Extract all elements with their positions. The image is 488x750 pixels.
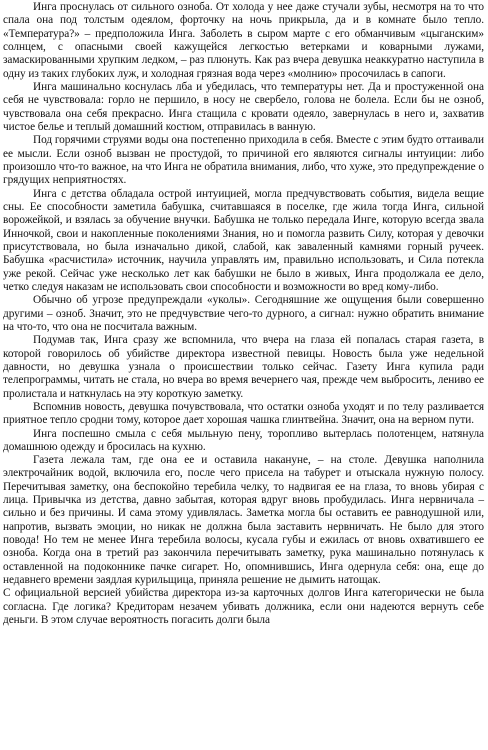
paragraph-1: Инга проснулась от сильного озноба. От холода у нее даже стучали зубы, несмотря на то что спала она под толстым одеялом, форточку на ночь прикрыла, да и в комнате было тепло. «Температура?» – предположила Инга. Заболеть в сыром марте с его обманчивым «цыганским» солнцем, с опасными своей кажущейся легкостью ветерками и коварными лужами, замаскированными хрупким ледком, – раз плюнуть. Как раз вчера девушка неаккуратно наступила в одну из таких глубоких луж, и холодная грязная вода через «молнию» просочилась в сапоги. (3, 1, 484, 80)
paragraph-7: Вспомнив новость, девушка почувствовала, что остатки озноба уходят и по телу разливается приятное тепло сродни тому, которое дает хорошая чашка глинтвейна. Значит, она на верном пути. (3, 400, 484, 427)
paragraph-6: Подумав так, Инга сразу же вспомнила, что вчера на глаза ей попалась старая газета, в которой говорилось об убийстве директора известной певицы. Новость была уже недельной давности, но девушка узнала о происшествии только сейчас. Газету Инга купила ради телепрограммы, читать не стала, но вчера во время вечернего чая, прежде чем выбросить, лениво ее пролистала и наткнулась на эту короткую заметку. (3, 334, 484, 400)
paragraph-10: С официальной версией убийства директора из-за карточных долгов Инга категорически не была согласна. Где логика? Кредиторам незачем убивать должника, если они надеются вернуть себе деньги. В этом случае вероятность погасить долги была (3, 587, 484, 627)
paragraph-9: Газета лежала там, где она ее и оставила накануне, – на столе. Девушка наполнила электрочайник водой, включила его, после чего присела на табурет и отыскала нужную полосу. Перечитывая заметку, она беспокойно теребила челку, то надвигая ее на глаза, то вновь убирая с лица. Привычка из детства, давно забытая, которая вдруг вновь пробудилась. Инга нервничала – сильно и без причины. И сама этому удивлялась. Заметка могла бы оставить ее равнодушной или, напротив, вызвать эмоции, но никак не должна была заставить нервничать. Не было для этого повода! Но тем не менее Инга теребила волосы, кусала губы и ежилась от вновь охватившего ее озноба. Когда она в третий раз закончила перечитывать заметку, рука машинально потянулась к оставленной на подоконнике пачке сигарет. Но, опомнившись, Инга одернула себя: она, еще до недавнего времени заядлая курильщица, приняла решение не дымить натощак. (3, 454, 484, 587)
paragraph-2: Инга машинально коснулась лба и убедилась, что температуры нет. Да и простуженной она себя не чувствовала: горло не першило, в носу не свербело, голова не болела. Если бы не озноб, чувствовала она себя прекрасно. Инга стащила с кровати одеяло, завернулась в него и, захватив чистое белье и теплый домашний костюм, отправилась в ванную. (3, 80, 484, 133)
paragraph-3: Под горячими струями воды она постепенно приходила в себя. Вместе с этим будто оттаивали ее мысли. Если озноб вызван не простудой, то причиной его являются сигналы интуиции: либо произошло что-то важное, на что Инга не обратила внимания, либо, что хуже, это предупреждение о грядущих неприятностях. (3, 134, 484, 187)
paragraph-8: Инга поспешно смыла с себя мыльную пену, торопливо вытерлась полотенцем, натянула домашнюю одежду и бросилась на кухню. (3, 427, 484, 453)
paragraph-5: Обычно об угрозе предупреждали «уколы». Сегодняшние же ощущения были совершенно другими – озноб. Значит, это не предчувствие чего-то дурного, а сигнал: нужно обратить внимание на что-то, что она не посчитала важным. (3, 294, 484, 333)
paragraph-4: Инга с детства обладала острой интуицией, могла предчувствовать события, видела вещие сны. Ее способности заметила бабушка, считавшаяся в поселке, где жила тогда Инга, сильной ворожейкой, и взялась за обучение внучки. Бабушка не только передала Инге, которую всегда звала Инночкой, свои и накопленные поколениями Знания, но и помогла развить Силу, которая у девочки присутствовала, но была изначально дикой, слабой, как заваленный камнями горный ручеек. Бабушка «расчистила» источник, научила управлять им, правильно использовать, и Сила потекла уже рекой. Сейчас уже несколько лет как бабушки не было в живых, Инга продолжала ее дело, четко следуя наказам не использовать свои способности и возможности во вред кому-либо. (3, 187, 484, 293)
